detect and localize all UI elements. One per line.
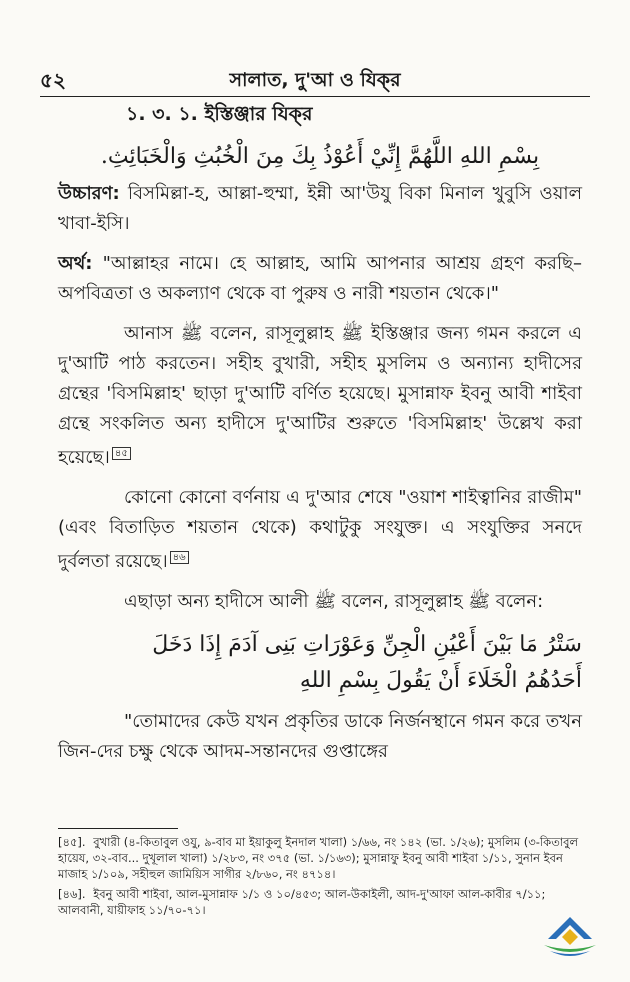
page-header	[40, 60, 590, 94]
footnote-number: [৪৬].	[58, 887, 86, 901]
arabic-dua-1: بِسْمِ اللهِ اللَّهُمَّ إِنِّيْ أَعُوْذُ بِكَ مِنَ الْخُبُثِ وَالْخَبَائِثِ.	[100, 144, 540, 169]
footnote-ref[interactable]: ৪৬	[170, 551, 189, 564]
pronunciation-paragraph	[58, 179, 582, 239]
ali-paragraph	[58, 587, 582, 617]
meaning-label: অর্থ:	[58, 253, 93, 274]
footnote-ref[interactable]: ৪৫	[112, 447, 131, 460]
arabic-dua-2-line-1: سَتْرُ مَا بَيْنَ أَعْيُنِ الْجِنِّ وَعَوْرَاتِ بَنِى آدَمَ إِذَا دَخَلَ	[152, 632, 582, 657]
addition-text: কোনো কোনো বর্ণনায় এ দু'আর শেষে "ওয়াশ শাইত্বানির রাজীম" (এবং বিতাড়িত শয়তান থেকে) কথাটুকু সংযুক্ত। এ সংযুক্তির সনদে দুর্বলতা রয়েছে।	[58, 487, 582, 572]
pronunciation-label: উচ্চারণ:	[58, 183, 120, 204]
page-number: ৫২	[40, 68, 66, 92]
footnote-text: ইবনু আবী শাইবা, আল-মুসান্নাফ ১/১ ও ১০/৪৫৩; আল-উকাইলী, আদ-দু'আফা আল-কাবীর ৭/১১; আলবানী, যায়ীফাহ ১১/৭০-৭১।	[58, 887, 546, 917]
footnote-item	[58, 886, 590, 918]
meaning-text: "আল্লাহর নামে। হে আল্লাহ, আমি আপনার আশ্রয় গ্রহণ করছি– অপবিত্রতা ও অকল্যাণ থেকে বা পুরুষ ও নারী শয়তান থেকে।"	[58, 253, 582, 304]
pronunciation-text: বিসমিল্লা-হ, আল্লা-হুম্মা, ইন্নী আ'উযু বিকা মিনাল খুবুসি ওয়াল খাবা-ইসি।	[58, 183, 582, 234]
publisher-logo-icon	[540, 915, 600, 961]
translation-paragraph	[58, 707, 582, 767]
narration-text: আনাস ﷺ বলেন, রাসূলুল্লাহ ﷺ ইস্তিঞ্জার জন্য গমন করলে এ দু'আটি পাঠ করতেন। সহীহ বুখারী, সহীহ মুসলিম ও অন্যান্য হাদীসের গ্রন্থের 'বিসমিল্লাহ' ছাড়া দু'আটি বর্ণিত হয়েছে। মুসান্নাফ ইবনু আবী শাইবা গ্রন্থে সংকলিত অন্য হাদীসে দু'আটির শুরুতে 'বিসমিল্লাহ' উল্লেখ করা হয়েছে।	[58, 323, 583, 468]
meaning-paragraph	[58, 249, 582, 309]
page-body	[58, 100, 582, 777]
running-title: সালাত, দু'আ ও যিক্‌র	[229, 69, 401, 91]
logo-leaf-shape	[544, 945, 596, 952]
arabic-dua-2	[58, 627, 582, 699]
footnote-number: [৪৫].	[58, 835, 86, 849]
translation-text: "তোমাদের কেউ যখন প্রকৃতির ডাকে নির্জনস্থানে গমন করে তখন জিন-দের চক্ষু থেকে আদম-সন্তানদের গুপ্তাঙ্গের	[58, 711, 582, 762]
footnote-rule	[58, 828, 178, 829]
logo-diamond-shape	[562, 929, 578, 945]
section-title: ১. ৩. ১. ইস্তিঞ্জার যিক্‌র	[126, 103, 313, 125]
footnote-text: বুখারী (৪-কিতাবুল ওযু, ৯-বাব মা ইয়াকুলু ইনদাল খালা) ১/৬৬, নং ১৪২ (ভা. ১/২৬); মুসলিম (৩-কিতাবুল হায়েয, ৩২-বাব... দুখূলাল খালা) ১/২৮৩, নং ৩৭৫ (ভা. ১/১৬৩); মুসান্নাফু ইবনু আবী শাইবা ১/১১, সুনান ইবন মাজাহ ১/১০৯, সহীহুল জামিয়িস সাগীর ২/৮৬০, নং ৪৭১৪।	[58, 835, 579, 881]
addition-paragraph	[58, 483, 582, 577]
footnote-item	[58, 834, 590, 882]
ali-text: এছাড়া অন্য হাদীসে আলী ﷺ বলেন, রাসূলুল্লাহ ﷺ বলেন:	[124, 591, 544, 612]
narration-paragraph	[58, 319, 582, 473]
header-rule	[40, 96, 590, 97]
footnotes	[58, 834, 590, 922]
arabic-dua-2-line-2: أَحَدُهُمُ الْخَلَاءَ أَنْ يَقُولَ بِسْمِ اللهِ	[299, 668, 582, 693]
